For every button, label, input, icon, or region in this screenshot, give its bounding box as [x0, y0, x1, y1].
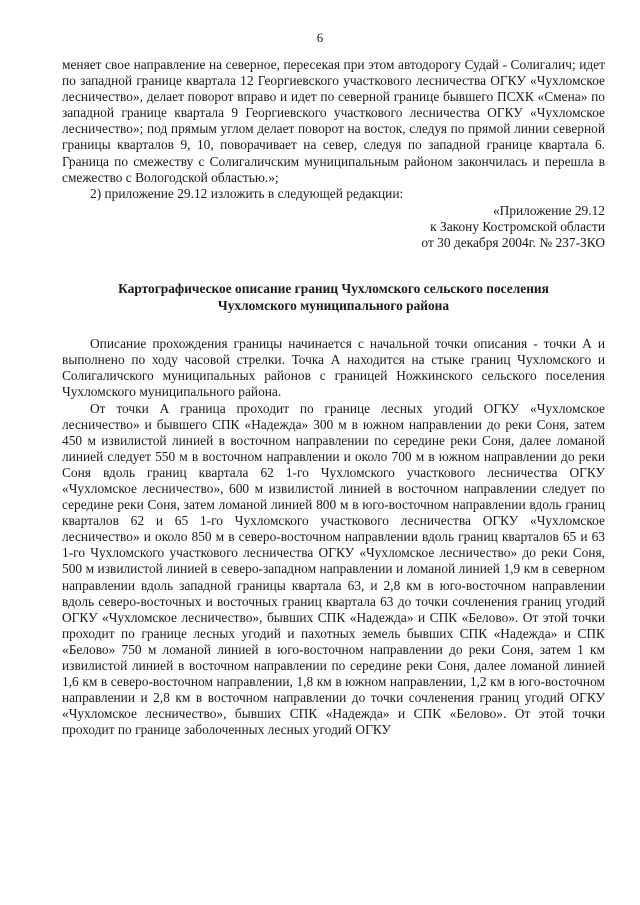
paragraph-description-start: Описание прохождения границы начинается с начальной точки описания - точки А и выполнено по ходу часовой стрелки. Точка А находится на стыке границ Чухломского и Солигаличского муниципальных районов с границей Ножкинского сельского поселения Чухломского муниципального района. [62, 336, 605, 400]
appendix-reference [62, 203, 605, 251]
appendix-line-3: от 30 декабря 2004г. № 237-ЗКО [421, 235, 605, 251]
title-line-2: Чухломского муниципального района [217, 298, 450, 314]
title-line-1: Картографическое описание границ Чухломского сельского поселения [118, 281, 549, 297]
paragraph-item-2: 2) приложение 29.12 изложить в следующей редакции: [90, 185, 404, 201]
appendix-line-2: к Закону Костромской области [430, 218, 605, 234]
section-title [62, 280, 605, 314]
paragraph-continuation: меняет свое направление на северное, пересекая при этом автодорогу Судай - Солигалич; идет по западной границе квартала 12 Георгиевского участкового лесничества ОГКУ «Чухломское лесничество», делает поворот вправо и идет по северной границе бывшего ПСХК «Смена» по западной границе квартала 9 Георгиевского участкового лесничества ОГКУ «Чухломское лесничество»; под прямым углом делает поворот на восток, следуя по прямой линии северной границы кварталов 9, 10, поворачивает на север, следуя по западной границе квартала 6. Граница по смежеству с Солигаличским муниципальным районом закончилась и перешла в смежество с Вологодской областью.»; [62, 57, 605, 185]
paragraph-boundary-route: От точки А граница проходит по границе лесных угодий ОГКУ «Чухломское лесничество» и бывшего СПК «Надежда» 300 м в южном направлении до реки Соня, затем 450 м извилистой линией в восточном направлении по середине реки Соня, далее ломаной линией следует 550 м в восточном направлении и около 700 м в южном направлении до реки Соня вдоль границ квартала 62 1-го Чухломского участкового лесничества ОГКУ «Чухломское лесничество», 600 м извилистой линией в восточном направлении следует по середине реки Соня, затем ломаной линией 800 м в юго-восточном направлении вдоль границ кварталов 62 и 65 1-го Чухломского участкового лесничества ОГКУ «Чухломское лесничество» и около 850 м в северо-восточном направлении вдоль границ кварталов 65 и 63 1-го Чухломского участкового лесничества ОГКУ «Чухломское лесничество» до реки Соня, 500 м извилистой линией в северо-западном направлении и ломаной линией 1,9 км в северном направлении вдоль западной границы квартала 63, и 2,8 км в юго-восточном направлении вдоль северо-восточных и восточных границ квартала 63 до точки сочленения границ угодий ОГКУ «Чухломское лесничество», бывших СПК «Надежда» и СПК «Белово». От этой точки проходит по границе лесных угодий и пахотных земель бывших СПК «Надежда» и СПК «Белово» 750 м ломаной линией в юго-восточном направлении до реки Соня, затем 1 км извилистой линией в восточном направлении по середине реки Соня, далее ломаной линией 1,6 км в северо-восточном направлении, 1,8 км в южном направлении, 1,2 км в юго-восточном направлении и 2,8 км в восточном направлении до точки сочленения границ угодий ОГКУ «Чухломское лесничество», бывших СПК «Надежда» и СПК «Белово». От этой точки проходит по границе заболоченных лесных угодий ОГКУ [62, 400, 605, 738]
appendix-line-1: «Приложение 29.12 [492, 202, 605, 218]
page-number: 6 [316, 30, 324, 45]
document-body [62, 57, 605, 738]
